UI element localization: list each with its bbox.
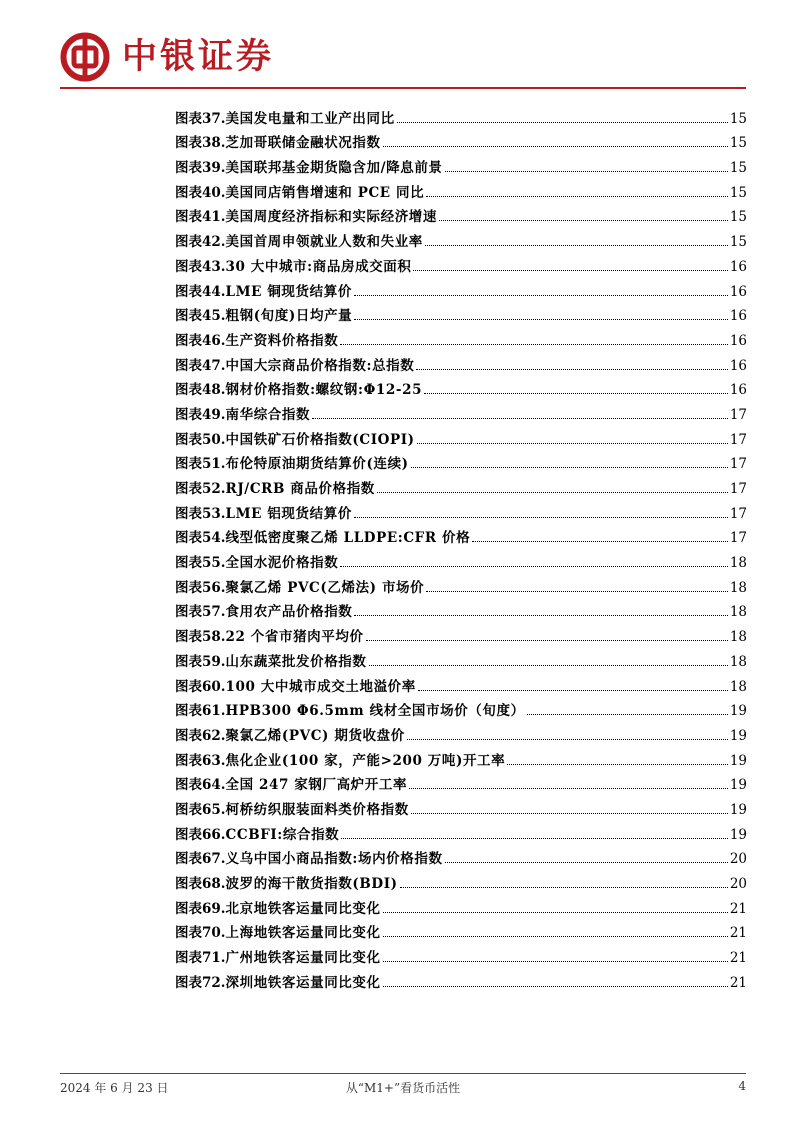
toc-entry-number: 66. <box>202 826 226 843</box>
toc-entry-page: 18 <box>729 678 747 695</box>
toc-entry[interactable] <box>175 522 747 547</box>
toc-entry-title: 北京地铁客运量同比变化 <box>225 900 381 917</box>
toc-dot-leader <box>383 986 728 987</box>
toc-entry-page: 15 <box>729 135 747 152</box>
toc-entry-prefix: 图表 <box>175 456 202 473</box>
toc-entry[interactable] <box>175 176 747 201</box>
bank-of-china-logo <box>60 32 110 82</box>
toc-entry[interactable] <box>175 398 747 423</box>
toc-entry-page: 19 <box>729 752 747 769</box>
toc-entry-title: 广州地铁客运量同比变化 <box>225 950 381 967</box>
toc-entry-number: 63. <box>202 752 226 769</box>
toc-entry[interactable] <box>175 818 747 843</box>
toc-entry-number: 38. <box>202 135 226 152</box>
toc-entry-prefix: 图表 <box>175 234 202 251</box>
toc-entry-prefix: 图表 <box>175 752 202 769</box>
toc-dot-leader <box>366 640 728 641</box>
toc-entry-prefix: 图表 <box>175 801 202 818</box>
toc-dot-leader <box>426 196 728 197</box>
toc-entry-title: 中国铁矿石价格指数(CIOPI) <box>225 431 415 448</box>
toc-entry-page: 16 <box>729 332 747 349</box>
header-divider <box>60 87 746 89</box>
toc-entry-title: 美国发电量和工业产出同比 <box>225 110 395 127</box>
toc-entry[interactable] <box>175 941 747 966</box>
toc-entry-title: LME 铜现货结算价 <box>225 283 352 300</box>
toc-entry-prefix: 图表 <box>175 826 202 843</box>
toc-entry-prefix: 图表 <box>175 505 202 522</box>
toc-entry-page: 19 <box>729 801 747 818</box>
toc-dot-leader <box>340 566 728 567</box>
toc-entry-number: 47. <box>202 357 226 374</box>
toc-entry[interactable] <box>175 892 747 917</box>
toc-entry-page: 16 <box>729 382 747 399</box>
toc-entry-title: 100 大中城市成交土地溢价率 <box>225 678 416 695</box>
brand-name: 中银证券 <box>122 37 275 77</box>
toc-entry-page: 17 <box>729 505 747 522</box>
toc-entry-number: 69. <box>202 900 226 917</box>
toc-dot-leader <box>397 122 728 123</box>
toc-entry-page: 18 <box>729 555 747 572</box>
toc-entry[interactable] <box>175 250 747 275</box>
toc-entry-number: 72. <box>202 974 226 991</box>
toc-entry-page: 15 <box>729 160 747 177</box>
toc-entry-prefix: 图表 <box>175 406 202 423</box>
toc-entry-title: 山东蔬菜批发价格指数 <box>225 653 367 670</box>
toc-entry-page: 21 <box>729 925 747 942</box>
toc-entry-number: 37. <box>202 110 226 127</box>
toc-entry-title: LME 铝现货结算价 <box>225 505 352 522</box>
toc-entry-page: 18 <box>729 604 747 621</box>
toc-entry-page: 21 <box>729 950 747 967</box>
toc-entry-page: 18 <box>729 579 747 596</box>
toc-entry-number: 52. <box>202 481 226 497</box>
footer-page-number: 4 <box>738 1079 746 1093</box>
toc-entry[interactable] <box>175 917 747 942</box>
toc-entry[interactable] <box>175 102 747 127</box>
toc-entry-title: 钢材价格指数:螺纹钢:Φ12-25 <box>225 382 423 399</box>
toc-dot-leader <box>507 764 728 765</box>
toc-entry[interactable] <box>175 966 747 991</box>
toc-entry-title: 上海地铁客运量同比变化 <box>225 925 381 942</box>
toc-dot-leader <box>354 295 728 296</box>
toc-entry-title: 聚氯乙烯 PVC(乙烯法) 市场价 <box>225 579 425 596</box>
toc-entry[interactable] <box>175 867 747 892</box>
toc-entry-page: 16 <box>729 357 747 374</box>
toc-entry-page: 18 <box>729 629 747 646</box>
toc-entry-title: 全国 247 家钢厂高炉开工率 <box>225 777 408 794</box>
toc-entry-title: 粗钢(旬度)日均产量 <box>225 308 353 325</box>
toc-entry[interactable] <box>175 497 747 522</box>
toc-entry[interactable] <box>175 769 747 794</box>
toc-dot-leader <box>417 443 728 444</box>
toc-entry-prefix: 图表 <box>175 604 202 621</box>
toc-entry[interactable] <box>175 670 747 695</box>
toc-entry-prefix: 图表 <box>175 135 202 152</box>
toc-entry-number: 70. <box>202 925 226 942</box>
toc-entry-page: 15 <box>729 110 747 127</box>
toc-entry-prefix: 图表 <box>175 777 202 794</box>
toc-entry-number: 54. <box>202 530 226 547</box>
toc-dot-leader <box>527 714 728 715</box>
toc-entry-page: 21 <box>729 974 747 991</box>
toc-entry-number: 41. <box>202 209 226 226</box>
toc-entry[interactable] <box>175 645 747 670</box>
toc-entry-title: 南华综合指数 <box>225 406 311 423</box>
toc-entry-page: 20 <box>729 851 747 868</box>
toc-entry-title: 焦化企业(100 家，产能>200 万吨)开工率 <box>225 752 506 769</box>
toc-entry[interactable] <box>175 448 747 473</box>
toc-entry-page: 19 <box>729 777 747 794</box>
toc-entry-page: 19 <box>729 826 747 843</box>
toc-entry-page: 16 <box>729 308 747 325</box>
toc-entry[interactable] <box>175 300 747 325</box>
toc-dot-leader <box>439 220 728 221</box>
toc-dot-leader <box>383 912 728 913</box>
toc-entry-number: 50. <box>202 431 226 448</box>
toc-entry[interactable] <box>175 571 747 596</box>
toc-entry-number: 65. <box>202 801 226 818</box>
toc-entry-title: 柯桥纺织服装面料类价格指数 <box>225 801 409 818</box>
toc-entry-prefix: 图表 <box>175 357 202 374</box>
toc-dot-leader <box>383 146 728 147</box>
toc-entry-page: 17 <box>729 406 747 423</box>
toc-entry-title: 全国水泥价格指数 <box>225 555 339 572</box>
toc-entry-title: CCBFI:综合指数 <box>225 826 340 843</box>
toc-entry-page: 17 <box>729 431 747 448</box>
toc-entry-page: 17 <box>729 530 747 547</box>
toc-dot-leader <box>377 492 728 493</box>
toc-entry[interactable] <box>175 596 747 621</box>
toc-dot-leader <box>340 344 728 345</box>
toc-entry-title: 布伦特原油期货结算价(连续) <box>225 456 409 473</box>
toc-entry-number: 45. <box>202 308 226 325</box>
toc-dot-leader <box>413 270 727 271</box>
toc-entry-prefix: 图表 <box>175 382 202 399</box>
footer-date: 2024 年 6 月 23 日 <box>60 1081 169 1095</box>
toc-dot-leader <box>445 862 728 863</box>
toc-entry-number: 40. <box>202 184 226 201</box>
toc-entry-title: 聚氯乙烯(PVC) 期货收盘价 <box>225 727 405 744</box>
toc-entry-number: 62. <box>202 727 226 744</box>
toc-entry-title: 线型低密度聚乙烯 LLDPE:CFR 价格 <box>225 530 471 547</box>
toc-entry-page: 17 <box>729 481 747 497</box>
toc-entry-title: 深圳地铁客运量同比变化 <box>225 974 381 991</box>
toc-entry-page: 15 <box>729 209 747 226</box>
toc-entry-prefix: 图表 <box>175 876 202 892</box>
toc-entry-title: 美国同店销售增速和 PCE 同比 <box>225 184 425 201</box>
toc-entry-prefix: 图表 <box>175 579 202 596</box>
toc-entry-number: 56. <box>202 579 226 596</box>
toc-entry-page: 17 <box>729 456 747 473</box>
toc-entry-prefix: 图表 <box>175 555 202 572</box>
toc-entry-title: RJ/CRB 商品价格指数 <box>225 481 375 497</box>
toc-entry[interactable] <box>175 472 747 497</box>
toc-entry[interactable] <box>175 374 747 399</box>
toc-dot-leader <box>409 788 728 789</box>
toc-entry-page: 16 <box>729 258 747 275</box>
toc-entry-number: 67. <box>202 851 226 868</box>
toc-dot-leader <box>416 369 727 370</box>
toc-entry-prefix: 图表 <box>175 258 202 275</box>
toc-entry-prefix: 图表 <box>175 431 202 448</box>
toc-entry-title: 美国周度经济指标和实际经济增速 <box>225 209 437 226</box>
toc-entry-prefix: 图表 <box>175 950 202 967</box>
toc-entry-number: 48. <box>202 382 226 399</box>
toc-entry-number: 43. <box>202 258 226 275</box>
toc-entry-number: 42. <box>202 234 226 251</box>
toc-entry-prefix: 图表 <box>175 283 202 300</box>
toc-entry-title: 波罗的海干散货指数(BDI) <box>225 876 398 892</box>
toc-entry-number: 46. <box>202 332 226 349</box>
toc-entry-number: 58. <box>202 629 226 646</box>
toc-entry[interactable] <box>175 620 747 645</box>
toc-entry-prefix: 图表 <box>175 851 202 868</box>
toc-dot-leader <box>354 517 728 518</box>
toc-entry[interactable] <box>175 719 747 744</box>
toc-entry-prefix: 图表 <box>175 629 202 646</box>
toc-entry-prefix: 图表 <box>175 184 202 201</box>
toc-entry-prefix: 图表 <box>175 727 202 744</box>
toc-entry-number: 57. <box>202 604 226 621</box>
toc-dot-leader <box>400 887 728 888</box>
footer-divider <box>60 1073 746 1074</box>
toc-entry-title: 美国首周申领就业人数和失业率 <box>225 234 423 251</box>
toc-entry-number: 53. <box>202 505 226 522</box>
toc-entry-number: 44. <box>202 283 226 300</box>
toc-dot-leader <box>312 418 728 419</box>
toc-entry-page: 21 <box>729 900 747 917</box>
toc-entry-page: 16 <box>729 283 747 300</box>
toc-entry-title: 30 大中城市:商品房成交面积 <box>225 258 412 275</box>
footer-report-title: 从“M1+”看货币活性 <box>345 1081 461 1095</box>
toc-entry[interactable] <box>175 695 747 720</box>
toc-entry-number: 51. <box>202 456 226 473</box>
toc-entry[interactable] <box>175 275 747 300</box>
toc-dot-leader <box>424 393 728 394</box>
toc-dot-leader <box>425 245 728 246</box>
toc-dot-leader <box>418 690 728 691</box>
toc-entry-number: 55. <box>202 555 226 572</box>
toc-dot-leader <box>407 739 728 740</box>
toc-entry-title: HPB300 Φ6.5mm 线材全国市场价（旬度） <box>225 703 525 720</box>
figure-list <box>175 102 747 991</box>
toc-entry-number: 60. <box>202 678 226 695</box>
toc-entry[interactable] <box>175 744 747 769</box>
toc-entry-prefix: 图表 <box>175 481 202 497</box>
toc-dot-leader <box>411 813 728 814</box>
toc-entry[interactable] <box>175 201 747 226</box>
toc-entry-number: 68. <box>202 876 226 892</box>
toc-entry-title: 美国联邦基金期货隐含加/降息前景 <box>225 160 443 177</box>
toc-entry-prefix: 图表 <box>175 209 202 226</box>
toc-entry-prefix: 图表 <box>175 974 202 991</box>
toc-entry[interactable] <box>175 324 747 349</box>
toc-entry-prefix: 图表 <box>175 332 202 349</box>
toc-entry-prefix: 图表 <box>175 530 202 547</box>
toc-dot-leader <box>411 467 728 468</box>
toc-entry-prefix: 图表 <box>175 308 202 325</box>
toc-dot-leader <box>354 615 727 616</box>
toc-entry-page: 18 <box>729 653 747 670</box>
toc-entry-page: 19 <box>729 727 747 744</box>
toc-entry-number: 59. <box>202 653 226 670</box>
toc-dot-leader <box>426 591 728 592</box>
toc-entry-title: 芝加哥联储金融状况指数 <box>225 135 381 152</box>
toc-entry[interactable] <box>175 349 747 374</box>
toc-entry[interactable] <box>175 546 747 571</box>
toc-entry-number: 39. <box>202 160 226 177</box>
toc-entry-prefix: 图表 <box>175 925 202 942</box>
toc-entry-number: 64. <box>202 777 226 794</box>
toc-entry-page: 15 <box>729 234 747 251</box>
toc-entry-prefix: 图表 <box>175 160 202 177</box>
toc-entry-page: 19 <box>729 703 747 720</box>
toc-dot-leader <box>472 541 728 542</box>
toc-entry-title: 食用农产品价格指数 <box>225 604 353 621</box>
toc-entry-title: 义乌中国小商品指数:场内价格指数 <box>225 851 443 868</box>
toc-entry-page: 20 <box>729 876 747 892</box>
toc-entry[interactable] <box>175 225 747 250</box>
toc-dot-leader <box>354 319 728 320</box>
toc-entry-prefix: 图表 <box>175 110 202 127</box>
toc-entry[interactable] <box>175 127 747 152</box>
toc-entry[interactable] <box>175 843 747 868</box>
toc-entry-prefix: 图表 <box>175 678 202 695</box>
toc-entry-title: 生产资料价格指数 <box>225 332 339 349</box>
toc-dot-leader <box>445 171 728 172</box>
toc-dot-leader <box>341 838 728 839</box>
toc-dot-leader <box>383 961 728 962</box>
toc-dot-leader <box>383 936 728 937</box>
toc-entry-number: 61. <box>202 703 226 720</box>
toc-entry-prefix: 图表 <box>175 900 202 917</box>
toc-entry-title: 中国大宗商品价格指数:总指数 <box>225 357 415 374</box>
toc-entry-number: 49. <box>202 406 226 423</box>
toc-dot-leader <box>369 665 728 666</box>
toc-entry-number: 71. <box>202 950 226 967</box>
toc-entry[interactable] <box>175 151 747 176</box>
toc-entry[interactable] <box>175 793 747 818</box>
page-footer <box>60 1079 746 1097</box>
toc-entry[interactable] <box>175 423 747 448</box>
toc-entry-page: 15 <box>729 184 747 201</box>
toc-entry-prefix: 图表 <box>175 653 202 670</box>
toc-entry-title: 22 个省市猪肉平均价 <box>225 629 364 646</box>
toc-entry-prefix: 图表 <box>175 703 202 720</box>
